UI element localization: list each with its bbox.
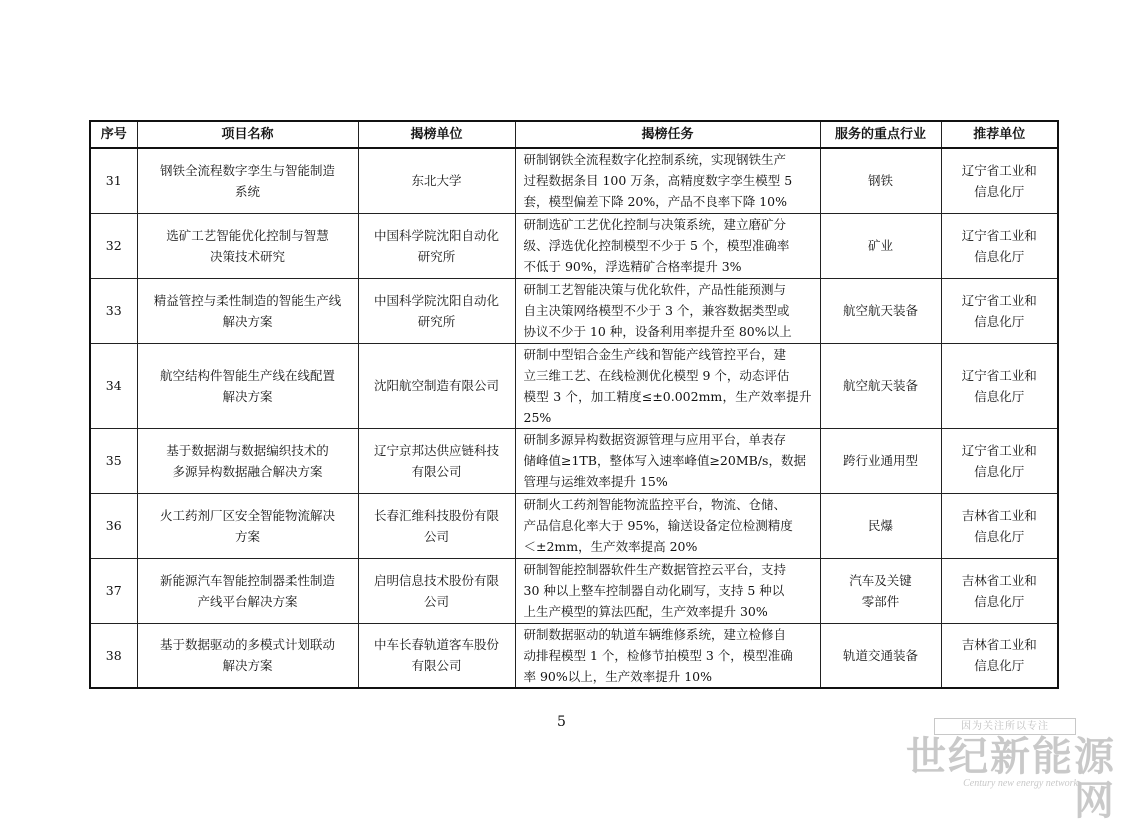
cell-unit-line: 研究所 [417, 248, 456, 264]
header-project-name: 项目名称 [137, 121, 358, 148]
cell-task-line: 研制火工药剂智能物流监控平台，物流、仓储、 [523, 497, 787, 512]
cell-task [515, 428, 820, 493]
watermark-english: Century new energy network [963, 778, 1078, 789]
cell-recommender [941, 428, 1058, 493]
cell-task-line: 动排程模型 1 个，检修节拍模型 3 个，模型准确 [523, 647, 793, 663]
cell-industry [820, 428, 941, 493]
cell-task [515, 213, 820, 278]
cell-unit-line: 沈阳航空制造有限公司 [373, 378, 499, 393]
cell-unit [358, 623, 515, 688]
cell-industry-line: 航空航天装备 [842, 303, 918, 318]
cell-recommender-line: 信息化厅 [974, 658, 1025, 674]
cell-project-name-line: 系统 [234, 183, 260, 199]
cell-task [515, 343, 820, 428]
cell-project-name-line: 解决方案 [222, 388, 273, 404]
cell-project-name [137, 343, 358, 428]
cell-project-name-line: 新能源汽车智能控制器柔性制造 [159, 572, 335, 588]
cell-unit-line: 辽宁京邦达供应链科技 [373, 442, 499, 458]
cell-task-line: 研制多源异构数据资源管理与应用平台，单表存 [523, 432, 787, 447]
table-row [90, 623, 1058, 688]
cell-recommender-line: 信息化厅 [974, 463, 1025, 479]
cell-unit [358, 148, 515, 213]
cell-project-name-line: 解决方案 [222, 313, 273, 329]
cell-industry-line: 零部件 [861, 593, 900, 609]
cell-recommender [941, 343, 1058, 428]
cell-task-line: 协议不少于 10 种，设备利用率提升至 80%以上 [523, 324, 792, 339]
cell-unit [358, 493, 515, 558]
cell-industry-line: 矿业 [867, 238, 893, 253]
cell-unit [358, 213, 515, 278]
cell-task-line: 研制数据驱动的轨道车辆维修系统，建立检修自 [523, 626, 787, 642]
cell-seq: 31 [90, 148, 137, 213]
cell-task-line: 研制选矿工艺优化控制与决策系统，建立磨矿分 [523, 217, 787, 232]
cell-project-name [137, 623, 358, 688]
header-task: 揭榜任务 [515, 121, 820, 148]
cell-task [515, 623, 820, 688]
cell-project-name-line: 产线平台解决方案 [197, 593, 298, 609]
cell-recommender-line: 吉林省工业和 [961, 572, 1037, 588]
cell-unit-line: 长春汇维科技股份有限 [373, 507, 499, 523]
cell-seq: 38 [90, 623, 137, 688]
cell-project-name-line: 航空结构件智能生产线在线配置 [159, 367, 335, 383]
cell-unit-line: 公司 [423, 528, 449, 544]
cell-recommender-line: 信息化厅 [974, 528, 1025, 544]
cell-seq: 35 [90, 428, 137, 493]
cell-unit-line: 中国科学院沈阳自动化 [373, 292, 499, 308]
cell-unit [358, 558, 515, 623]
cell-recommender-line: 吉林省工业和 [961, 637, 1037, 653]
cell-task-line: 管理与运维效率提升 15% [523, 474, 668, 489]
cell-task-line: 模型 3 个，加工精度≤±0.002mm，生产效率提升 25% [523, 388, 812, 425]
table-row [90, 558, 1058, 623]
cell-project-name [137, 213, 358, 278]
cell-seq: 33 [90, 278, 137, 343]
page-number: 5 [557, 714, 566, 730]
cell-industry [820, 558, 941, 623]
cell-industry [820, 343, 941, 428]
cell-project-name-line: 基于数据湖与数据编织技术的 [166, 442, 329, 458]
cell-recommender-line: 辽宁省工业和 [961, 292, 1037, 308]
cell-industry-line: 轨道交通装备 [842, 647, 918, 663]
cell-task-line: 研制工艺智能决策与优化软件，产品性能预测与 [523, 282, 787, 297]
cell-project-name [137, 493, 358, 558]
cell-unit-line: 有限公司 [411, 463, 462, 479]
cell-recommender-line: 辽宁省工业和 [961, 162, 1037, 178]
cell-recommender-line: 信息化厅 [974, 388, 1025, 404]
cell-recommender-line: 信息化厅 [974, 183, 1025, 199]
table-row [90, 493, 1058, 558]
cell-task [515, 493, 820, 558]
cell-industry-line: 钢铁 [867, 173, 893, 189]
cell-unit-line: 东北大学 [411, 173, 462, 189]
cell-task-line: 级、浮选优化控制模型不少于 5 个，模型准确率 [523, 238, 790, 253]
cell-task-line: ＜±2mm，生产效率提高 20% [523, 539, 698, 554]
cell-task-line: 套，模型偏差下降 20%，产品不良率下降 10% [523, 194, 788, 210]
watermark-tagline: 因为关注所以专注 [934, 718, 1076, 735]
watermark-logo-text: 世纪新能源网 [906, 733, 1116, 824]
cell-recommender [941, 493, 1058, 558]
cell-task-line: 30 种以上整车控制器自动化刷写，支持 5 种以 [523, 583, 785, 598]
cell-project-name-line: 火工药剂厂区安全智能物流解决 [159, 507, 335, 523]
projects-table [89, 120, 1059, 689]
cell-task-line: 研制中型铝合金生产线和智能产线管控平台，建 [523, 346, 787, 362]
cell-project-name [137, 148, 358, 213]
cell-industry [820, 213, 941, 278]
header-unit: 揭榜单位 [358, 121, 515, 148]
cell-recommender-line: 吉林省工业和 [961, 507, 1037, 523]
cell-task-line: 产品信息化率大于 95%，输送设备定位检测精度 [523, 518, 793, 533]
cell-unit-line: 研究所 [417, 313, 456, 329]
cell-recommender [941, 623, 1058, 688]
cell-task-line: 研制智能控制器软件生产数据管控云平台，支持 [523, 562, 787, 577]
cell-unit-line: 启明信息技术股份有限 [373, 572, 499, 588]
cell-task-line: 研制钢铁全流程数字化控制系统，实现钢铁生产 [523, 152, 787, 168]
cell-industry [820, 278, 941, 343]
cell-task-line: 过程数据条目 100 万条，高精度数字孪生模型 5 [523, 173, 793, 189]
cell-recommender-line: 信息化厅 [974, 313, 1025, 329]
table-row [90, 213, 1058, 278]
cell-unit [358, 343, 515, 428]
cell-unit-line: 有限公司 [411, 658, 462, 674]
header-industry: 服务的重点行业 [820, 121, 941, 148]
cell-project-name-line: 方案 [234, 528, 260, 544]
cell-project-name [137, 428, 358, 493]
table-row [90, 428, 1058, 493]
cell-industry [820, 148, 941, 213]
cell-project-name-line: 钢铁全流程数字孪生与智能制造 [159, 162, 335, 178]
cell-industry [820, 493, 941, 558]
cell-recommender [941, 558, 1058, 623]
cell-task-line: 率 90%以上，生产效率提升 10% [523, 668, 713, 684]
cell-project-name [137, 278, 358, 343]
cell-task [515, 148, 820, 213]
cell-recommender [941, 278, 1058, 343]
cell-project-name-line: 决策技术研究 [209, 248, 285, 264]
cell-task [515, 278, 820, 343]
table-row [90, 148, 1058, 213]
cell-recommender-line: 信息化厅 [974, 593, 1025, 609]
header-recommender: 推荐单位 [941, 121, 1058, 148]
cell-unit-line: 中国科学院沈阳自动化 [373, 227, 499, 243]
cell-recommender-line: 辽宁省工业和 [961, 442, 1037, 458]
cell-recommender-line: 辽宁省工业和 [961, 367, 1037, 383]
cell-seq: 32 [90, 213, 137, 278]
cell-industry-line: 民爆 [867, 518, 893, 533]
cell-project-name-line: 解决方案 [222, 658, 273, 674]
table-row [90, 343, 1058, 428]
cell-unit-line: 中车长春轨道客车股份 [373, 637, 499, 653]
cell-recommender [941, 213, 1058, 278]
table-row [90, 278, 1058, 343]
cell-unit [358, 428, 515, 493]
cell-task-line: 上生产模型的算法匹配，生产效率提升 30% [523, 604, 768, 619]
cell-industry-line: 跨行业通用型 [842, 453, 918, 468]
cell-recommender-line: 信息化厅 [974, 248, 1025, 264]
cell-task-line: 不低于 90%，浮选精矿合格率提升 3% [523, 259, 742, 274]
cell-project-name [137, 558, 358, 623]
cell-industry-line: 汽车及关键 [849, 572, 912, 588]
cell-task-line: 立三维工艺、在线检测优化模型 9 个，动态评估 [523, 367, 790, 383]
cell-seq: 37 [90, 558, 137, 623]
table-header-row [90, 121, 1058, 148]
cell-task [515, 558, 820, 623]
cell-project-name-line: 选矿工艺智能优化控制与智慧 [166, 227, 329, 243]
cell-recommender-line: 辽宁省工业和 [961, 227, 1037, 243]
cell-seq: 34 [90, 343, 137, 428]
cell-task-line: 储峰值≥1TB，整体写入速率峰值≥20MB/s，数据 [523, 453, 806, 468]
cell-project-name-line: 多源异构数据融合解决方案 [172, 463, 323, 479]
cell-industry-line: 航空航天装备 [842, 378, 918, 393]
cell-project-name-line: 精益管控与柔性制造的智能生产线 [153, 292, 342, 308]
cell-industry [820, 623, 941, 688]
cell-seq: 36 [90, 493, 137, 558]
cell-unit-line: 公司 [423, 593, 449, 609]
header-seq: 序号 [90, 121, 137, 148]
cell-project-name-line: 基于数据驱动的多模式计划联动 [159, 637, 335, 653]
cell-task-line: 自主决策网络模型不少于 3 个，兼容数据类型或 [523, 303, 790, 318]
cell-recommender [941, 148, 1058, 213]
cell-unit [358, 278, 515, 343]
